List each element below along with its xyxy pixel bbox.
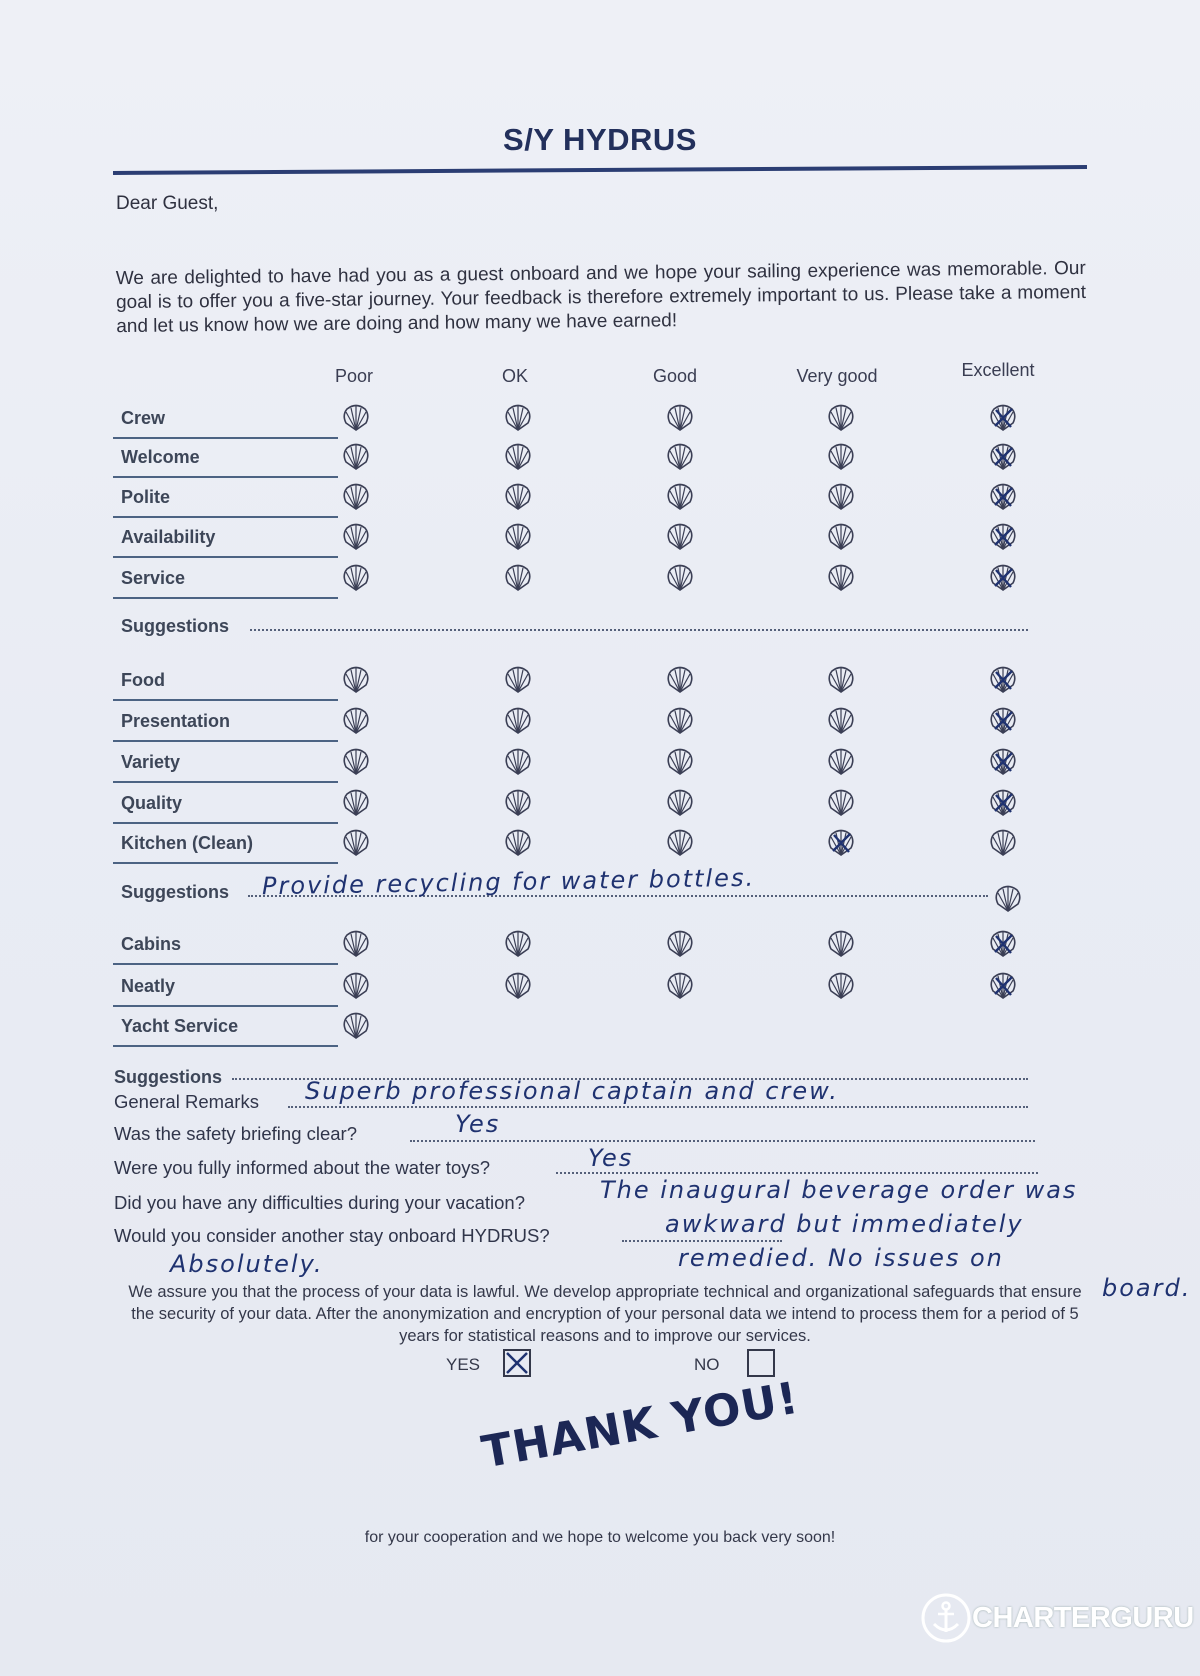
column-header-poor: Poor [334, 366, 374, 386]
rating-shell-poor[interactable] [341, 1011, 371, 1041]
column-header-ok: OK [501, 366, 529, 386]
rating-shell-very-good[interactable] [826, 788, 856, 818]
consent-yes-label: YES [446, 1355, 481, 1374]
rating-shell-excellent[interactable] [988, 929, 1018, 959]
rating-shell-good[interactable] [665, 828, 695, 858]
rating-row-underline [113, 556, 338, 558]
rating-shell-excellent[interactable] [988, 706, 1018, 736]
rating-row-label: Variety [121, 752, 181, 772]
difficulties-answer-line-2: awkward but immediately [665, 1210, 1024, 1238]
rating-shell-very-good[interactable] [826, 828, 856, 858]
rating-shell-ok[interactable] [503, 665, 533, 695]
rating-shell-excellent[interactable] [988, 522, 1018, 552]
rating-shell-excellent[interactable] [988, 828, 1018, 858]
suggestions-label-3: Suggestions [114, 1067, 223, 1087]
rating-shell-ok[interactable] [503, 403, 533, 433]
rating-shell-poor[interactable] [341, 482, 371, 512]
rating-shell-poor[interactable] [341, 403, 371, 433]
rating-row-label: Polite [121, 487, 171, 507]
rating-shell-ok[interactable] [503, 929, 533, 959]
rating-row-underline [113, 963, 338, 965]
rating-shell-good[interactable] [665, 563, 695, 593]
consent-no-checkbox[interactable] [747, 1349, 775, 1377]
rating-row-underline [113, 822, 338, 824]
water-toys-answer: Yes [588, 1144, 634, 1172]
rating-shell-good[interactable] [665, 522, 695, 552]
rating-shell-poor[interactable] [341, 971, 371, 1001]
rating-row-underline [113, 862, 338, 864]
rating-row-underline [113, 476, 338, 478]
rating-shell-good[interactable] [665, 971, 695, 1001]
rating-shell-poor[interactable] [341, 929, 371, 959]
rating-shell-excellent[interactable] [988, 747, 1018, 777]
rating-shell-poor[interactable] [341, 706, 371, 736]
rating-shell-ok[interactable] [503, 747, 533, 777]
rating-shell-ok[interactable] [503, 706, 533, 736]
general-remarks-label: General Remarks [114, 1091, 259, 1112]
rating-shell-good[interactable] [665, 665, 695, 695]
form-title: S/Y HYDRUS [503, 122, 697, 157]
rating-shell-excellent[interactable] [988, 971, 1018, 1001]
difficulties-question: Did you have any difficulties during your vacation? [114, 1192, 526, 1213]
logo-text: CHARTERGURU [972, 1601, 1194, 1634]
general-remarks-answer: Superb professional captain and crew. [305, 1077, 839, 1105]
rating-shell-very-good[interactable] [826, 482, 856, 512]
rating-row-label: Availability [121, 527, 216, 547]
title-rule [113, 165, 1087, 175]
rating-row-label: Cabins [121, 934, 182, 954]
rating-row-label: Kitchen (Clean) [121, 833, 254, 853]
charterguru-logo [920, 1592, 1194, 1644]
rating-shell-very-good[interactable] [826, 403, 856, 433]
rating-row-underline [113, 597, 338, 599]
suggestions-answer-2: Provide recycling for water bottles. [261, 863, 756, 901]
rating-shell-good[interactable] [665, 442, 695, 472]
rating-row-underline [113, 1045, 338, 1047]
suggestion-shell[interactable] [993, 884, 1023, 914]
rating-row-label: Quality [121, 793, 183, 813]
check-x-icon [505, 1351, 529, 1375]
rating-shell-excellent[interactable] [988, 563, 1018, 593]
difficulties-answer-line-1: The inaugural beverage order was [600, 1176, 1078, 1204]
rating-shell-very-good[interactable] [826, 929, 856, 959]
greeting: Dear Guest, [116, 193, 219, 214]
rating-shell-very-good[interactable] [826, 522, 856, 552]
intro-paragraph: We are delighted to have had you as a guest onboard and we hope your sailing experience was memorable. Our goal is to offer you a five-star journey. Your feedback is therefore extremely important to us. Please take a moment and let us know how we are doing and how many we have earned! [115, 257, 1087, 338]
rating-row-label: Neatly [121, 976, 176, 996]
rating-row-label: Food [121, 670, 165, 690]
anchor-icon [920, 1592, 972, 1644]
rating-row-label: Crew [121, 408, 166, 428]
rating-row-label: Presentation [121, 711, 231, 731]
safety-question: Was the safety briefing clear? [114, 1123, 358, 1144]
rating-shell-very-good[interactable] [826, 971, 856, 1001]
safety-answer: Yes [455, 1110, 501, 1138]
rating-row-underline [113, 781, 338, 783]
thank-you-handwritten: THANK YOU! [478, 1372, 803, 1479]
rating-shell-very-good[interactable] [826, 442, 856, 472]
stay-again-answer: Absolutely. [170, 1250, 324, 1278]
rating-row-underline [113, 437, 338, 439]
rating-shell-ok[interactable] [503, 482, 533, 512]
rating-shell-very-good[interactable] [826, 563, 856, 593]
rating-row-label: Yacht Service [121, 1016, 239, 1036]
column-header-good: Good [652, 366, 698, 386]
difficulties-answer-line-3: remedied. No issues on [678, 1244, 1004, 1272]
rating-shell-ok[interactable] [503, 522, 533, 552]
rating-shell-good[interactable] [665, 747, 695, 777]
rating-shell-good[interactable] [665, 788, 695, 818]
rating-shell-good[interactable] [665, 929, 695, 959]
suggestions-line-1[interactable] [250, 629, 1028, 631]
rating-shell-ok[interactable] [503, 971, 533, 1001]
footer-text: for your cooperation and we hope to welcome you back very soon! [364, 1529, 836, 1546]
rating-shell-poor[interactable] [341, 665, 371, 695]
rating-shell-very-good[interactable] [826, 747, 856, 777]
rating-shell-good[interactable] [665, 403, 695, 433]
rating-shell-ok[interactable] [503, 563, 533, 593]
consent-yes-checkbox[interactable] [503, 1349, 531, 1377]
rating-shell-ok[interactable] [503, 788, 533, 818]
difficulties-answer-line-4: board. [1102, 1274, 1192, 1302]
rating-row-underline [113, 516, 338, 518]
suggestions-label-2: Suggestions [121, 882, 230, 902]
suggestions-label-1: Suggestions [121, 616, 230, 636]
safety-line[interactable] [410, 1140, 1035, 1142]
rating-shell-poor[interactable] [341, 563, 371, 593]
rating-shell-ok[interactable] [503, 828, 533, 858]
rating-shell-ok[interactable] [503, 442, 533, 472]
rating-shell-excellent[interactable] [988, 665, 1018, 695]
consent-no-label: NO [694, 1355, 720, 1374]
rating-shell-poor[interactable] [341, 522, 371, 552]
rating-shell-excellent[interactable] [988, 788, 1018, 818]
rating-shell-very-good[interactable] [826, 706, 856, 736]
rating-row-underline [113, 740, 338, 742]
rating-shell-poor[interactable] [341, 828, 371, 858]
rating-shell-poor[interactable] [341, 442, 371, 472]
water-toys-question: Were you fully informed about the water toys? [114, 1157, 491, 1178]
rating-row-underline [113, 1005, 338, 1007]
general-remarks-line[interactable] [288, 1106, 1028, 1108]
rating-shell-excellent[interactable] [988, 482, 1018, 512]
rating-shell-good[interactable] [665, 706, 695, 736]
privacy-statement: We assure you that the process of your data is lawful. We develop appropriate technical and organizational safeguards that ensure the security of your data. After the anonymization and encryption of your personal data we intend to process them for a period of 5 years for statistical reasons and to improve our services. [128, 1283, 1082, 1345]
column-header-excellent: Excellent [961, 360, 1035, 380]
stay-again-line[interactable] [622, 1240, 782, 1242]
rating-row-label: Welcome [121, 447, 200, 467]
rating-shell-poor[interactable] [341, 788, 371, 818]
rating-shell-poor[interactable] [341, 747, 371, 777]
rating-shell-excellent[interactable] [988, 403, 1018, 433]
stay-again-question: Would you consider another stay onboard HYDRUS? [114, 1225, 550, 1246]
rating-row-label: Service [121, 568, 186, 588]
water-toys-line[interactable] [556, 1172, 1038, 1174]
column-header-very-good: Very good [796, 366, 878, 386]
rating-row-underline [113, 699, 338, 701]
rating-shell-good[interactable] [665, 482, 695, 512]
rating-shell-very-good[interactable] [826, 665, 856, 695]
rating-shell-excellent[interactable] [988, 442, 1018, 472]
